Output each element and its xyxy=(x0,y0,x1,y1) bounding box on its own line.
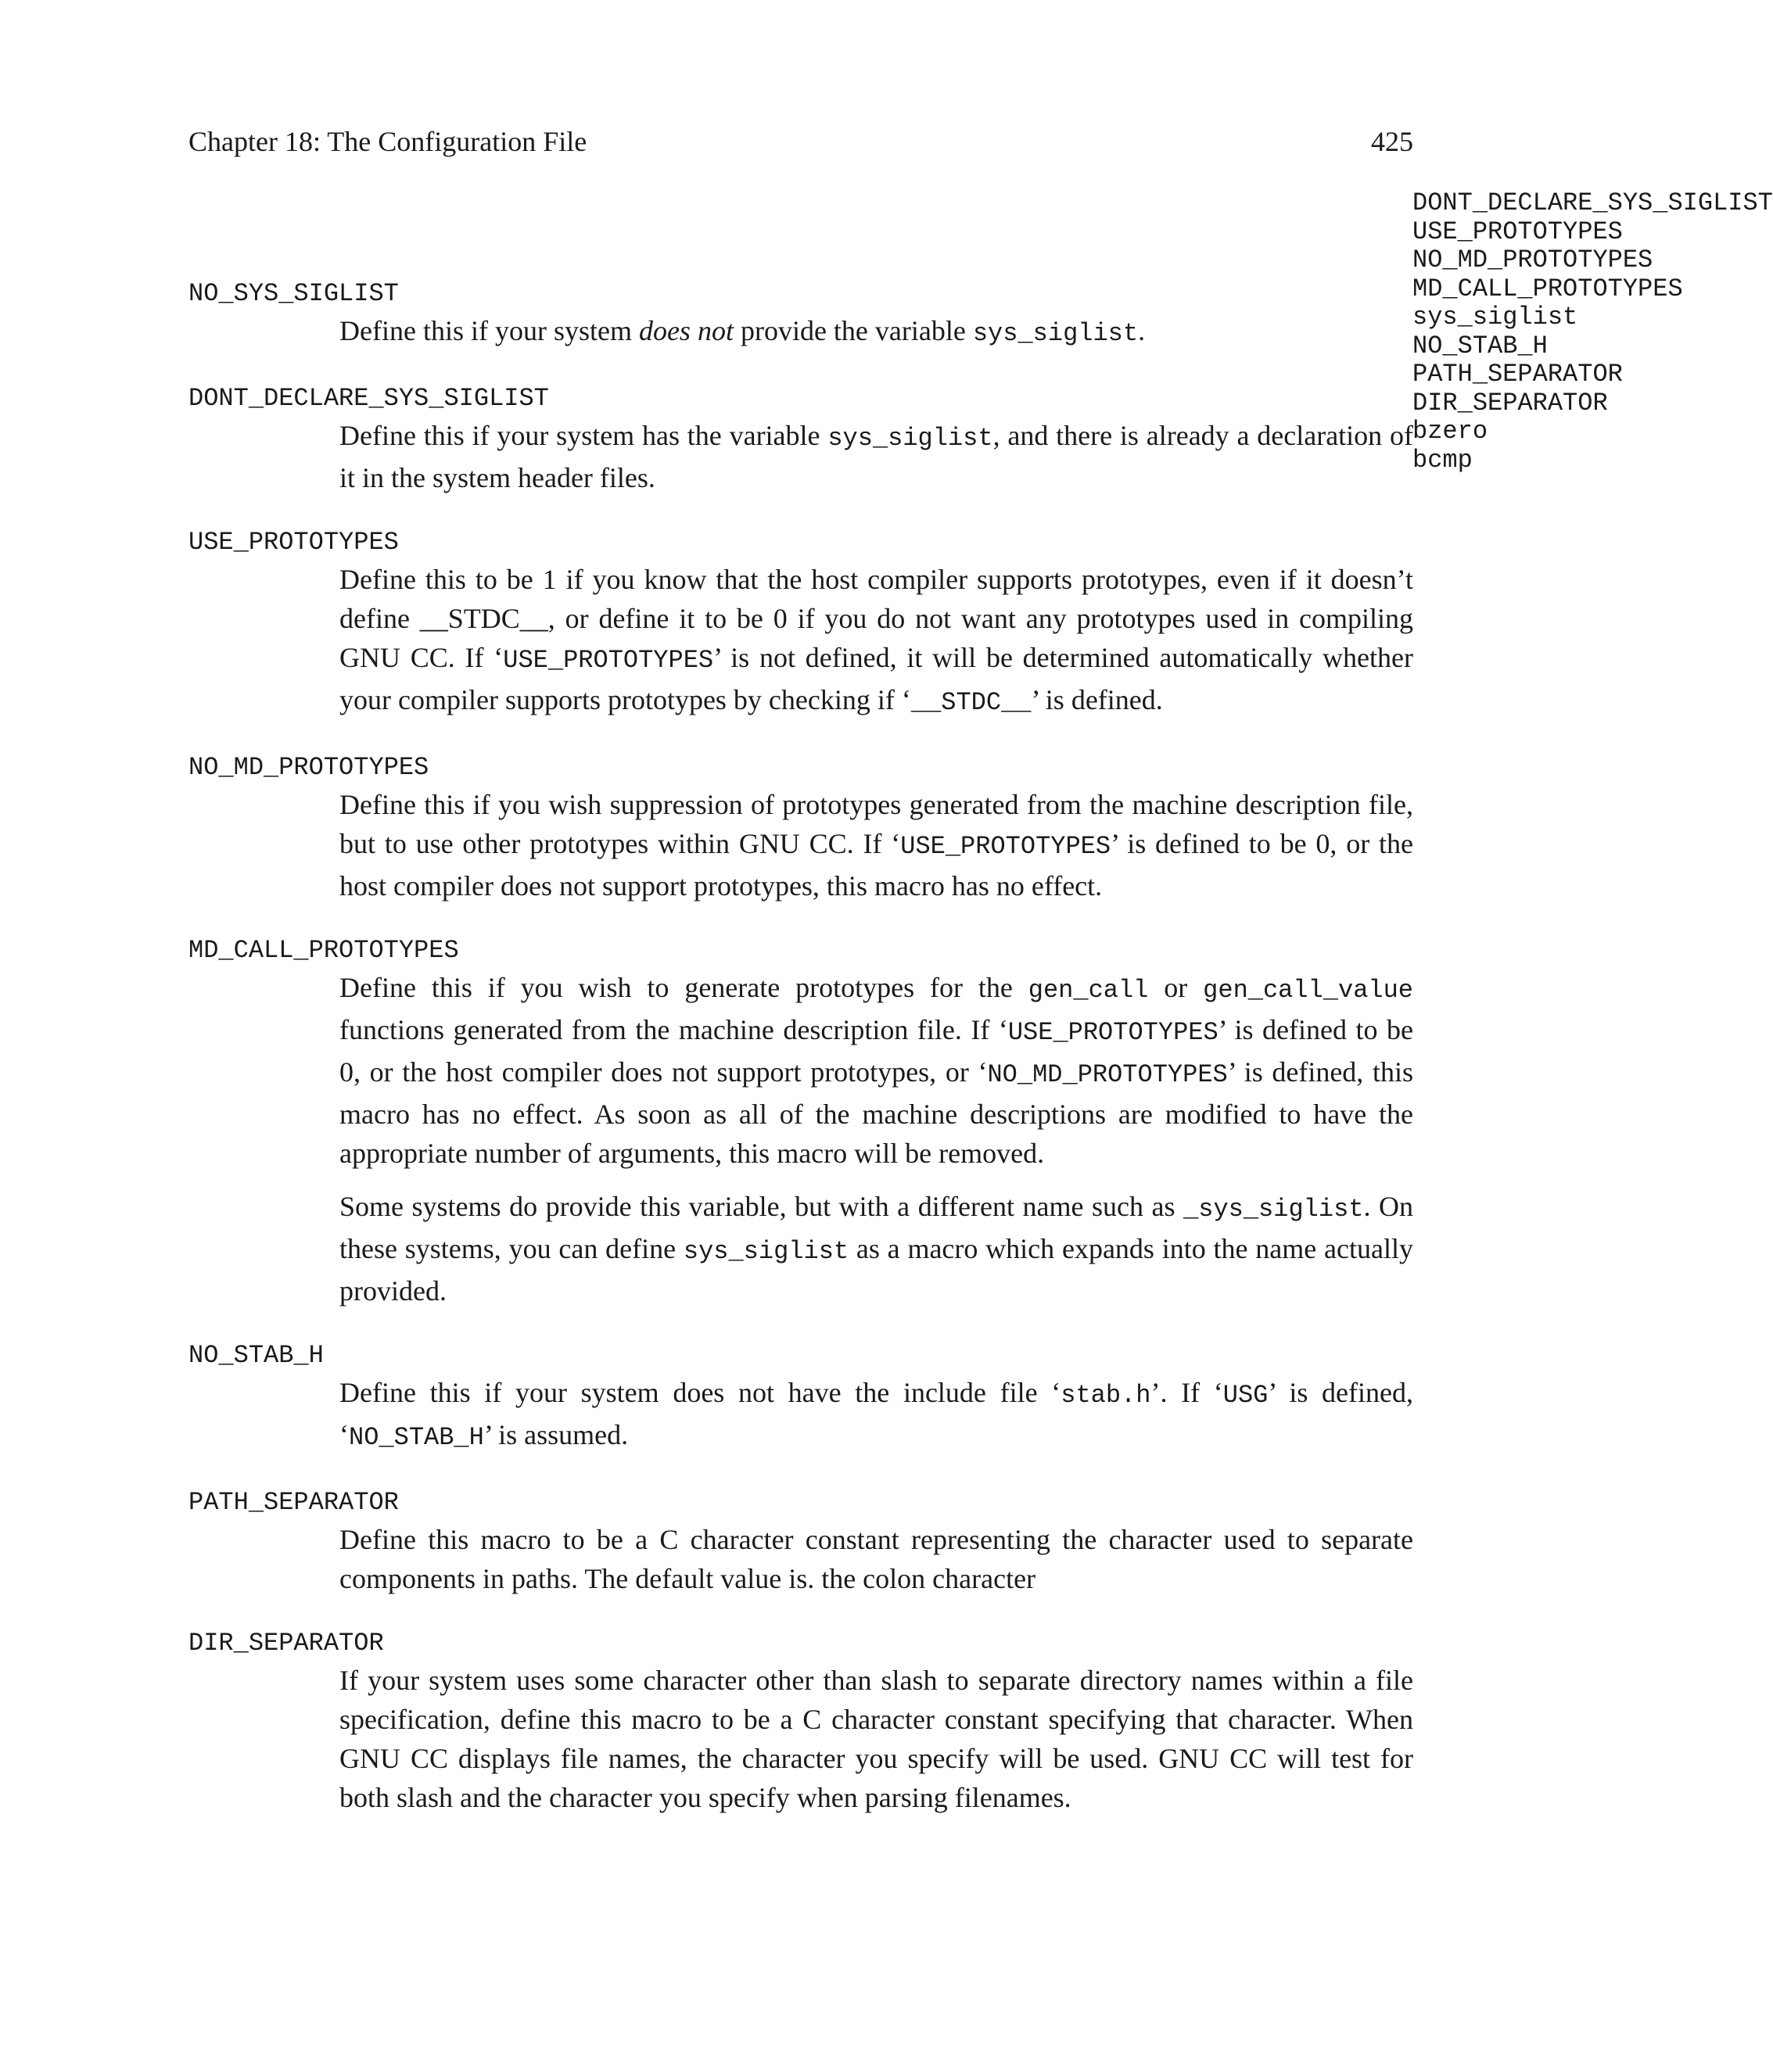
margin-index-entry: MD_CALL_PROTOTYPES xyxy=(1412,274,1683,303)
inline-code: USE_PROTOTYPES xyxy=(900,832,1111,861)
inline-code: sys_siglist xyxy=(683,1237,849,1266)
margin-index-entry: NO_STAB_H xyxy=(1412,331,1548,360)
description-text: ’ is not defined, it will be determined automatically whether your compiler supports prototypes by checking if ‘ xyxy=(339,642,1413,715)
description-text: Define this if your system xyxy=(339,315,639,346)
margin-index-entry: PATH_SEPARATOR xyxy=(1412,360,1623,389)
inline-code: USG xyxy=(1222,1381,1269,1410)
macro-description xyxy=(339,560,1413,722)
margin-index-entry: bcmp xyxy=(1412,445,1473,475)
margin-index xyxy=(1412,188,1773,475)
description-text: Some systems do provide this variable, but with a different name such as xyxy=(339,1191,1184,1222)
description-text: Define this to be 1 if you know that the host compiler supports prototypes, even if it doesn’t define __STDC__, or define it to be 0 if you do not want any prototypes used in compiling GNU CC. If ‘ xyxy=(339,564,1413,673)
margin-index-entry: DONT_DECLARE_SYS_SIGLIST xyxy=(1412,188,1773,217)
emphasis-text: does not xyxy=(638,315,734,346)
description-text: ’ is defined to be 0, or the host compiler does not support prototypes, or ‘ xyxy=(339,1014,1413,1088)
macro-term: DIR_SEPARATOR xyxy=(188,1629,384,1658)
macro-term: DONT_DECLARE_SYS_SIGLIST xyxy=(188,384,549,413)
description-text: Define this macro to be a C character constant representing the character used to separate components in paths. The default value is. the colon character xyxy=(339,1524,1413,1594)
description-text: ’ is assumed. xyxy=(483,1419,629,1450)
macro-description xyxy=(339,1520,1413,1598)
definition-entry xyxy=(188,277,1413,353)
description-text: . On these systems, you can define xyxy=(339,1191,1413,1264)
description-text: or xyxy=(1148,972,1204,1003)
margin-index-entry: sys_siglist xyxy=(1412,303,1578,332)
description-text: , and there is already a declaration of it in the system header files. xyxy=(339,420,1413,493)
inline-code: _sys_siglist xyxy=(1183,1195,1364,1224)
macro-description xyxy=(339,785,1413,905)
description-text: Define this if you wish suppression of prototypes generated from the machine description file, but to use other prototypes within GNU CC. If ‘ xyxy=(339,789,1413,859)
macro-term: NO_STAB_H xyxy=(188,1341,324,1370)
margin-index-entry: bzero xyxy=(1412,417,1488,446)
inline-code: stab.h xyxy=(1061,1381,1151,1410)
macro-term: USE_PROTOTYPES xyxy=(188,528,399,557)
definition-entry xyxy=(188,934,1413,1310)
macro-description xyxy=(339,1373,1413,1457)
macro-description xyxy=(339,311,1413,353)
macro-term: NO_SYS_SIGLIST xyxy=(188,279,399,308)
macro-description xyxy=(339,416,1413,497)
description-text: . xyxy=(1138,315,1146,346)
definition-list xyxy=(188,277,1413,1845)
inline-code: gen_call xyxy=(1028,976,1149,1005)
description-text: Define this if your system does not have the include file ‘ xyxy=(339,1377,1061,1408)
macro-term: NO_MD_PROTOTYPES xyxy=(188,753,429,782)
margin-index-entry: DIR_SEPARATOR xyxy=(1412,388,1608,418)
page-header xyxy=(188,125,1413,163)
macro-description xyxy=(339,968,1413,1173)
definition-entry xyxy=(188,1339,1413,1457)
description-text: ’ is defined, ‘ xyxy=(339,1377,1414,1450)
description-text: ’ is defined, this macro has no effect. As soon as all of the machine descriptions are modified to have the appropriate number of arguments, this macro will be removed. xyxy=(339,1056,1413,1169)
margin-index-entry: USE_PROTOTYPES xyxy=(1412,217,1623,246)
margin-index-entry: NO_MD_PROTOTYPES xyxy=(1412,246,1653,274)
macro-description xyxy=(339,1661,1413,1817)
inline-code: NO_STAB_H xyxy=(349,1423,484,1452)
definition-entry xyxy=(188,1626,1413,1817)
description-text: ’. If ‘ xyxy=(1150,1377,1223,1408)
macro-term: MD_CALL_PROTOTYPES xyxy=(188,936,459,965)
macro-description xyxy=(339,1187,1413,1310)
inline-code: __STDC__ xyxy=(910,688,1032,717)
page-number: 425 xyxy=(1371,126,1413,157)
description-text: If your system uses some character other than slash to separate directory names within a file specification, define this macro to be a C character constant specifying that character. When GNU CC displays file names, the character you specify will be used. GNU CC will test for both slash and the character you specify when parsing filenames. xyxy=(339,1665,1413,1813)
inline-code: USE_PROTOTYPES xyxy=(1007,1018,1218,1047)
inline-code: NO_MD_PROTOTYPES xyxy=(987,1060,1228,1089)
definition-entry xyxy=(188,1486,1413,1598)
description-text: functions generated from the machine description file. If ‘ xyxy=(339,1014,1008,1045)
inline-code: gen_call_value xyxy=(1203,976,1413,1005)
description-text: Define this if your system has the variable xyxy=(339,420,828,451)
description-text: ’ is defined to be 0, or the host compiler does not support prototypes, this macro has no effect. xyxy=(339,828,1413,902)
macro-term: PATH_SEPARATOR xyxy=(188,1488,399,1517)
definition-entry xyxy=(188,525,1413,722)
inline-code: USE_PROTOTYPES xyxy=(503,646,714,675)
description-text: provide the variable xyxy=(733,315,973,346)
description-text: Define this if you wish to generate prototypes for the xyxy=(339,972,1028,1003)
inline-code: sys_siglist xyxy=(827,424,993,453)
chapter-title: Chapter 18: The Configuration File xyxy=(188,126,587,157)
definition-entry xyxy=(188,751,1413,905)
inline-code: sys_siglist xyxy=(972,319,1139,348)
description-text: as a macro which expands into the name actually provided. xyxy=(339,1233,1413,1307)
description-text: ’ is defined. xyxy=(1031,684,1163,715)
definition-entry xyxy=(188,382,1413,497)
